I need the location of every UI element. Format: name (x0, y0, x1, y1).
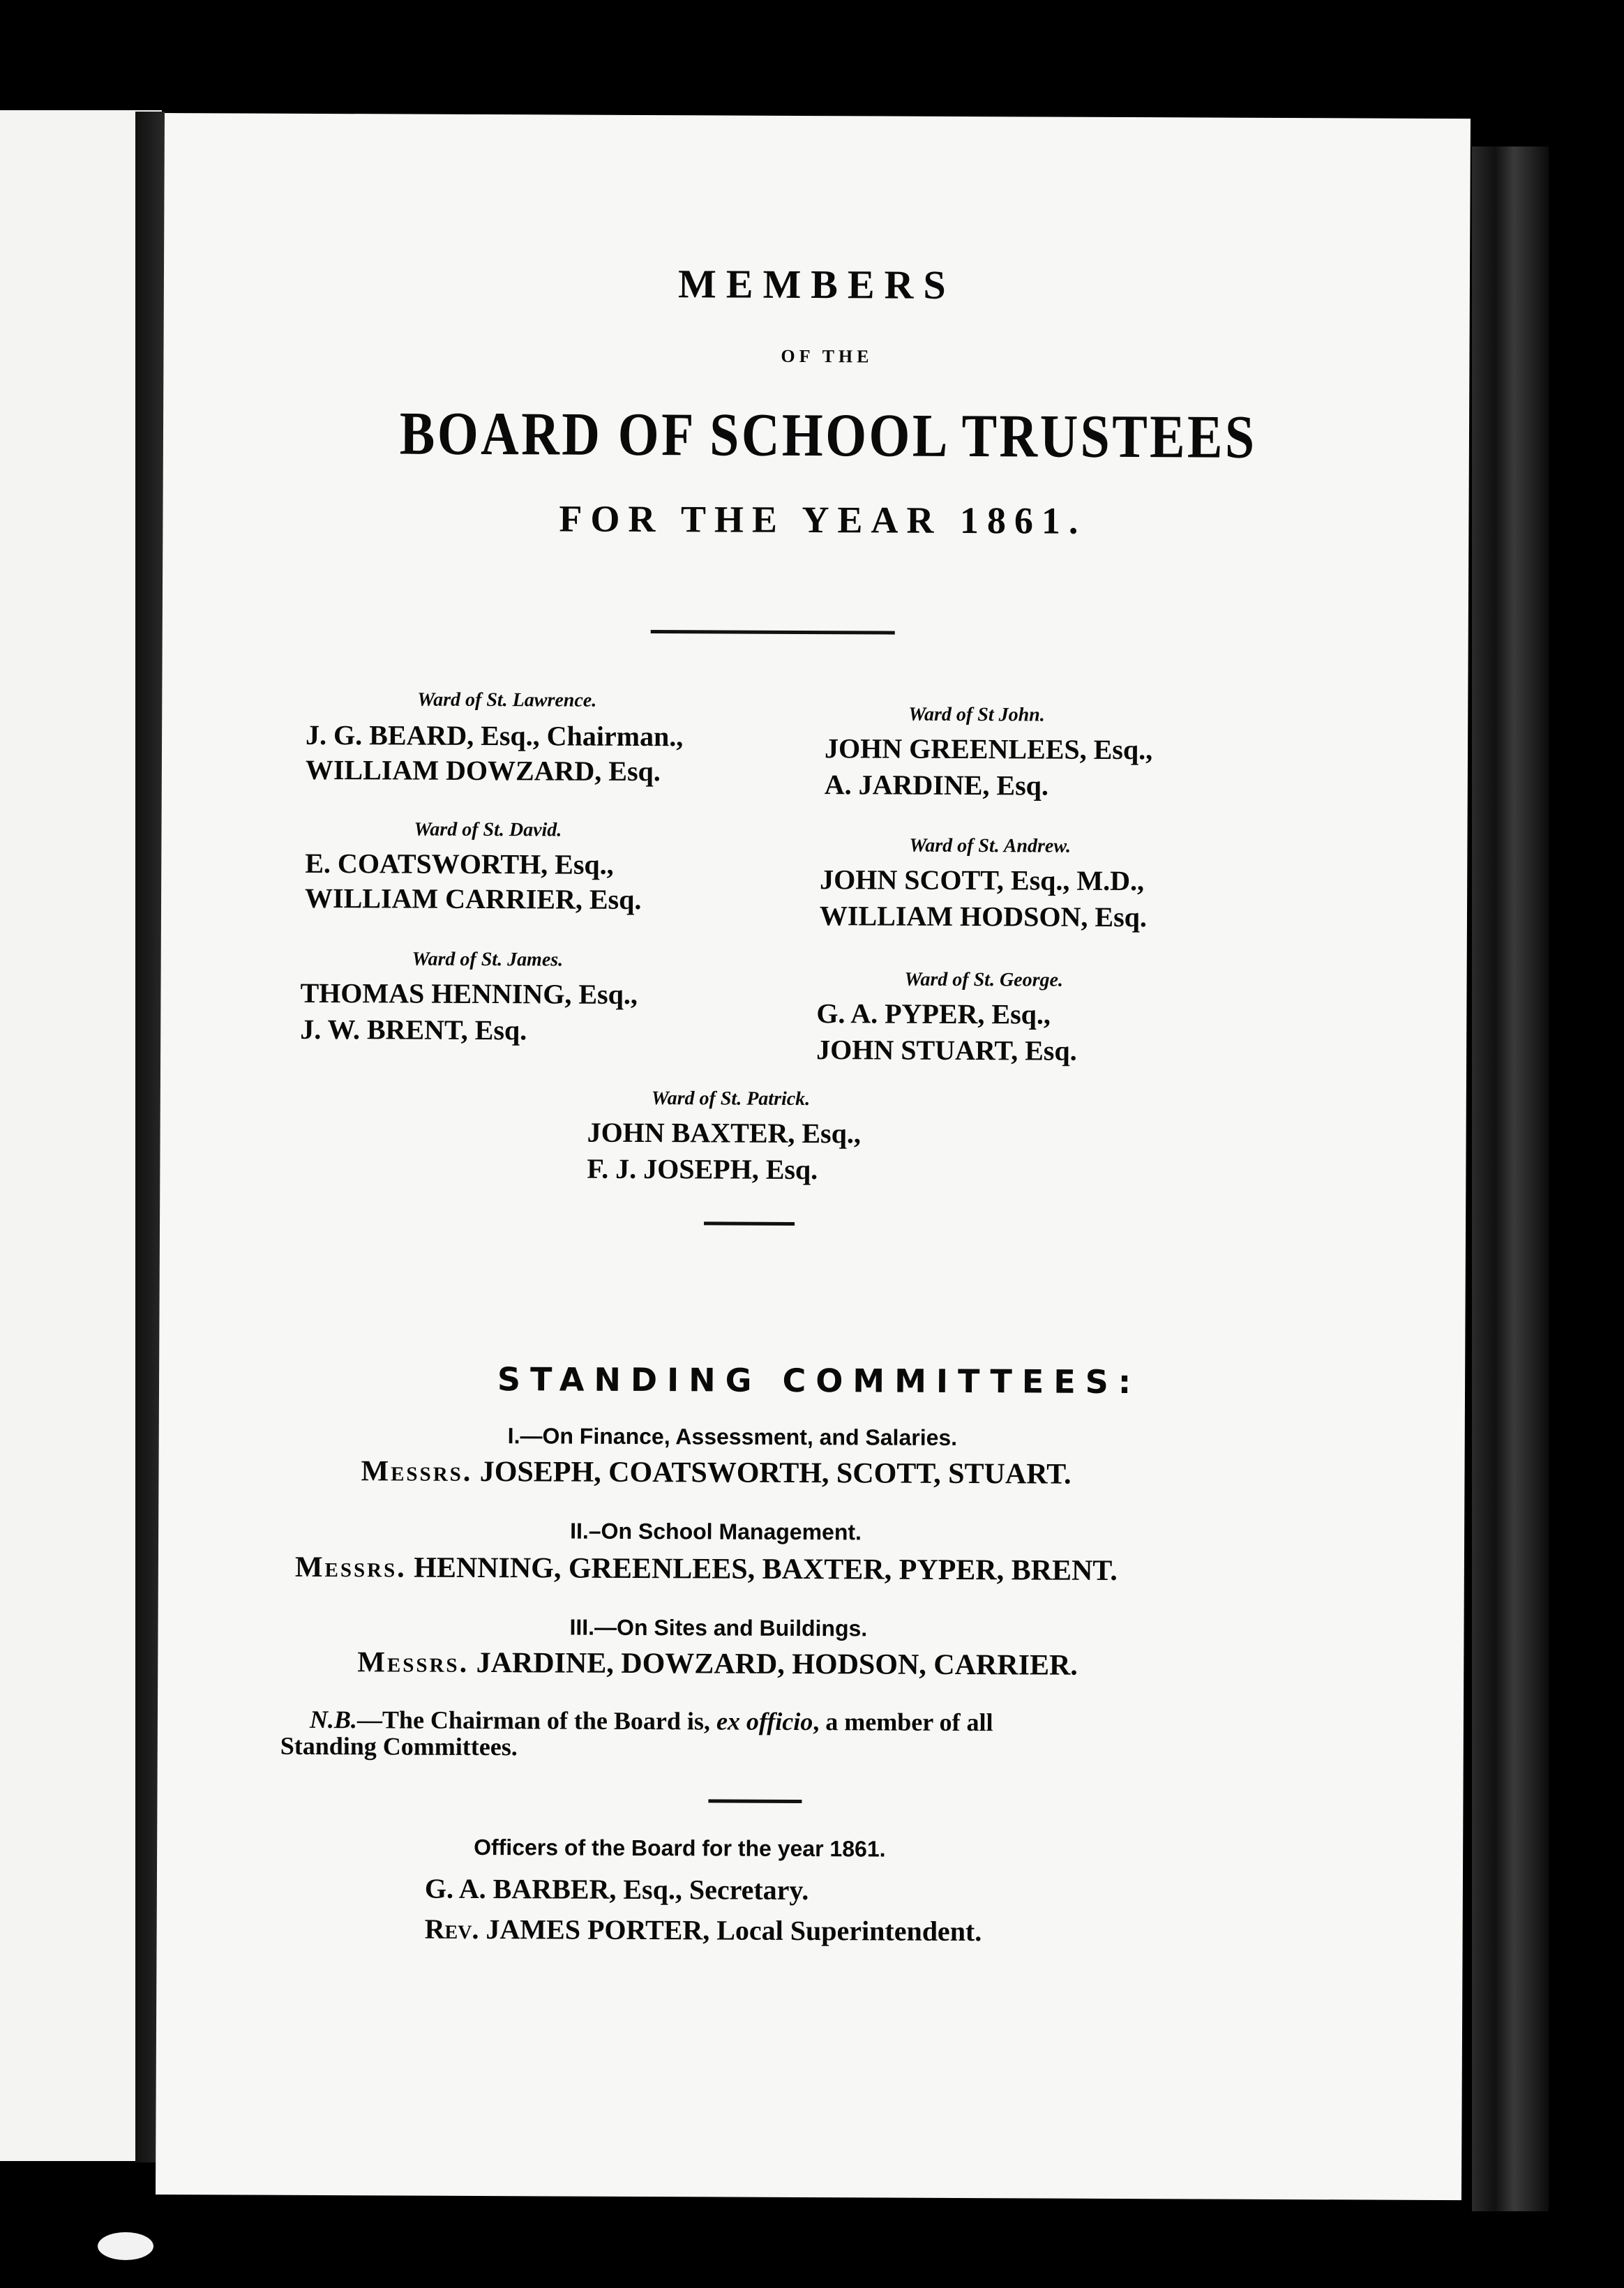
committee-member-list: JOSEPH, COATSWORTH, SCOTT, STUART. (479, 1455, 1072, 1491)
officer-superintendent (425, 1913, 982, 1948)
heading-of-the: OF THE (781, 345, 873, 367)
heading-board: BOARD OF SCHOOL TRUSTEES (399, 400, 1257, 472)
member-name: J. W. BRENT, Esq. (300, 1013, 527, 1046)
ward-label: Ward of St. Patrick. (651, 1087, 811, 1111)
committee-heading: I.—On Finance, Assessment, and Salaries. (507, 1423, 958, 1450)
nb-text-before: —The Chairman of the Board is, (356, 1706, 717, 1736)
member-name: G. A. PYPER, Esq., (816, 998, 1051, 1030)
member-name: WILLIAM CARRIER, Esq. (304, 882, 642, 915)
scan-speck (98, 2232, 153, 2260)
committee-member-list: HENNING, GREENLEES, BAXTER, PYPER, BRENT. (414, 1551, 1118, 1587)
superintendent-text: JAMES PORTER, Local Superintendent. (486, 1913, 982, 1948)
nb-label: N.B. (309, 1705, 358, 1734)
ward-label: Ward of St. Andrew. (909, 834, 1072, 857)
member-name: E. COATSWORTH, Esq., (305, 847, 614, 880)
member-name: WILLIAM HODSON, Esq. (819, 900, 1148, 933)
member-name: JOHN GREENLEES, Esq., (824, 732, 1153, 766)
messrs-label: Messrs. (357, 1646, 469, 1679)
member-name: THOMAS HENNING, Esq., (300, 977, 638, 1010)
nota-bene (310, 1707, 993, 1735)
messrs-label: Messrs. (294, 1551, 407, 1584)
member-name: F. J. JOSEPH, Esq. (587, 1152, 818, 1186)
committee-heading: III.—On Sites and Buildings. (569, 1614, 868, 1641)
ward-label: Ward of St John. (908, 703, 1045, 726)
committees-title: STANDING COMMITTEES: (497, 1360, 1141, 1401)
officer-secretary: G. A. BARBER, Esq., Secretary. (424, 1872, 809, 1906)
ward-label: Ward of St. David. (414, 818, 562, 841)
member-name: WILLIAM DOWZARD, Esq. (305, 753, 661, 788)
nota-bene-line2: Standing Committees. (280, 1731, 518, 1761)
committee-member-list: JARDINE, DOWZARD, HODSON, CARRIER. (476, 1646, 1078, 1682)
document-page (156, 113, 1471, 2200)
nb-text-after: , a member of all (813, 1708, 993, 1737)
officers-title: Officers of the Board for the year 1861. (474, 1834, 886, 1862)
committee-heading: II.–On School Management. (570, 1518, 862, 1545)
committee-members (357, 1646, 1078, 1683)
wards-divider (704, 1221, 795, 1226)
member-name: A. JARDINE, Esq. (824, 769, 1049, 801)
ward-label: Ward of St. George. (904, 968, 1064, 991)
ward-label: Ward of St. James. (412, 948, 564, 971)
messrs-label: Messrs. (361, 1455, 473, 1488)
ward-label: Ward of St. Lawrence. (417, 688, 597, 712)
heading-divider (651, 630, 895, 635)
member-name: J. G. BEARD, Esq., Chairman., (306, 718, 684, 753)
heading-members: MEMBERS (677, 261, 956, 308)
committee-members (295, 1551, 1118, 1588)
page-edges (1472, 146, 1549, 2211)
member-name: JOHN STUART, Esq. (816, 1034, 1077, 1067)
member-name: JOHN BAXTER, Esq., (587, 1116, 862, 1150)
nb-ex-officio: ex officio (716, 1707, 813, 1736)
heading-year: FOR THE YEAR 1861. (559, 497, 1087, 542)
member-name: JOHN SCOTT, Esq., M.D., (820, 864, 1145, 897)
committee-members (361, 1454, 1071, 1491)
rev-label: Rev. (424, 1913, 479, 1945)
committees-divider (708, 1799, 802, 1803)
